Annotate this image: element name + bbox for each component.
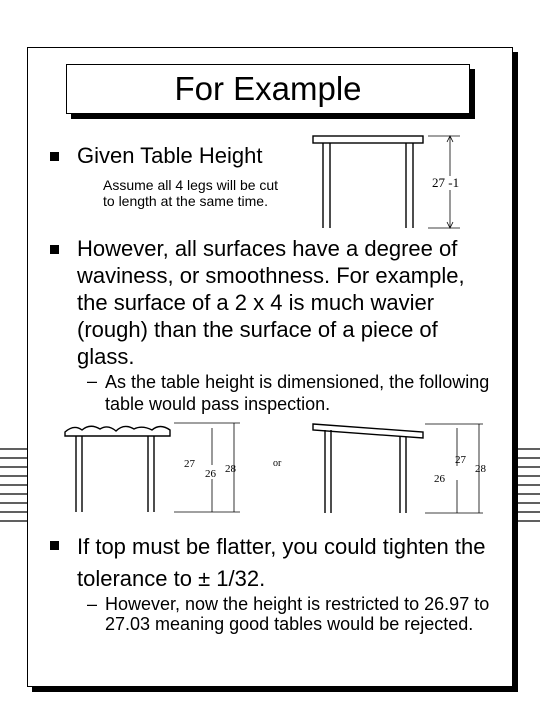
- sloped-table-figure: [305, 418, 500, 523]
- table-height-figure: [310, 128, 485, 233]
- dimension-label: 27 -1: [432, 175, 460, 190]
- square-bullet-icon: [50, 541, 59, 550]
- bullet-2-text: However, all surfaces have a degree of waviness, or smoothness. For example, the surface of a 2 x 4 is much wavier (rough) than the surface of a piece of glass.: [77, 236, 465, 369]
- dimension-label: 28: [475, 463, 486, 475]
- dimension-label: 26: [434, 473, 445, 485]
- square-bullet-icon: [50, 245, 59, 254]
- sloped-table-top: [313, 424, 423, 438]
- bullet-1-subtext: Assume all 4 legs will be cut to length at the same time.: [103, 177, 279, 209]
- dash-bullet: –: [87, 371, 98, 391]
- bullet-1-text: Given Table Height: [77, 143, 263, 168]
- wavy-table-figure: [62, 420, 257, 525]
- dash-bullet: –: [87, 594, 98, 614]
- left-stripes-decoration: [0, 447, 30, 522]
- bullet-3-text: If top must be flatter, you could tighten the tolerance to ± 1/32.: [77, 534, 486, 591]
- dimension-label: 27: [184, 458, 195, 470]
- wavy-table-top: [65, 426, 170, 436]
- dimension-label: 27: [455, 454, 466, 466]
- bullet-3-subtext: However, now the height is restricted to 26.97 to 27.03 meaning good tables would be rejected.: [105, 594, 490, 634]
- square-bullet-icon: [50, 152, 59, 161]
- dimension-label: 28: [225, 463, 236, 475]
- or-label: or: [273, 458, 282, 469]
- bullet-2-subtext: As the table height is dimensioned, the following table would pass inspection.: [105, 372, 490, 414]
- dimension-label: 26: [205, 468, 216, 480]
- slide-title: For Example: [66, 64, 470, 114]
- table-top: [313, 136, 423, 143]
